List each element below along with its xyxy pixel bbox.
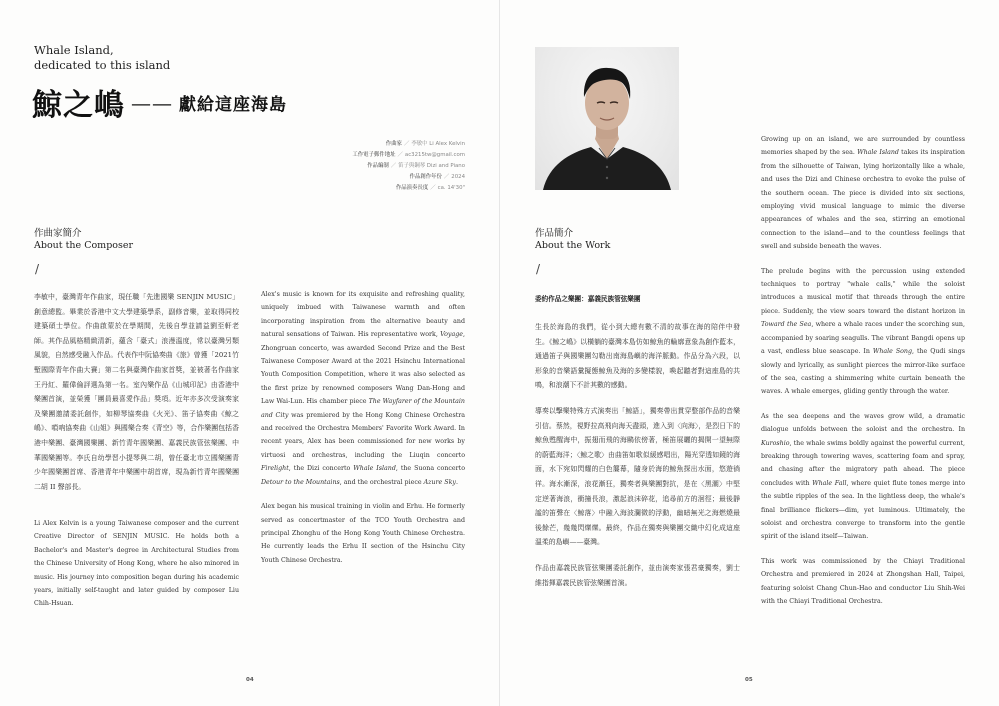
work-notes-en-paragraph-1 (761, 133, 965, 254)
text-run: Alex's music is known for its exquisite and refreshing quality, uniquely imbued with Taiwanese warmth and often incorporating inspiration from the alternative beauty and natural sensations of Taiwan. His representative work, (261, 291, 465, 339)
work-heading-zh: 作品簡介 (535, 228, 574, 239)
work-notes-zh-paragraph-2: 導奏以擊樂特殊方式演奏出「鯨語」，獨奏帶出貫穿整部作品的音樂引信。蔡然，視野拉高飛向海天盡頭，進入到〈向海〉，是烈日下的鯨魚甦醒海中，振翅而飛的海鷗依傍著，極笛展曬的揭開一望無際的蔚藍海洋；〈鯨之歌〉由曲笛如歌似緩感唱出，陽光穿透如鏡的海面，水下宛如閃耀的白色簾幕，隨身於海的鯨魚探出水面，悠遊徜徉。海水漸深，浪花漸狂，獨奏者與樂團對抗，是在〈黑潮〉中堅定逆著海浪，衝撞長浪，激起浪沫碎花，追尋前方的洄徑；最後靜謐的笛聲在〈鯨落〉中融入海波瀾微的浮動，幽暗無光之海燃燒最後餘芒，幾幾閃爍爍。最終，作品在獨奏與樂團交織中幻化成這座溫柔的島嶼——臺灣。 (535, 406, 740, 547)
section-title: Toward the Sea (761, 321, 812, 329)
meta-value: 2024 (451, 174, 465, 180)
meta-sep: ／ (430, 185, 436, 191)
page-number-right: 05 (745, 677, 753, 683)
section-title: Whale Song (872, 348, 913, 356)
title-chinese (32, 80, 287, 124)
meta-key: 作品演奏長度 (395, 185, 429, 191)
meta-key: 工作電子郵件地址 (352, 152, 396, 158)
work-notes-zh-paragraph-3: 作品由嘉義民族管弦樂團委託創作，並由演奏家張君豪獨奏，劉士維指揮嘉義民族管弦樂團首演。 (535, 563, 740, 587)
text-run: , the Dizi concerto (288, 465, 354, 473)
work-notes-zh (535, 320, 740, 601)
text-run: , the Suona concerto (395, 465, 465, 473)
text-run: As the sea deepens and the waves grow wild, a dramatic dialogue unfolds between the soloist and the orchestra. In (761, 412, 965, 434)
work-title: Whale Island (857, 149, 899, 157)
composer-slash-mark: / (35, 262, 40, 276)
title-english (34, 43, 170, 73)
composer-bio-en-col2 (261, 288, 465, 578)
meta-row-duration (300, 183, 465, 194)
composer-bio-en-paragraph-2 (261, 288, 465, 489)
meta-sep: ／ (397, 152, 403, 158)
meta-row-year (300, 172, 465, 183)
section-title: Whale Fall (812, 479, 847, 487)
work-title: Whale Island (353, 465, 396, 473)
meta-value: ac3215tw@gmail.com (404, 152, 465, 158)
text-run: , where a whale races under the scorching sun, accompanied by soaring seagulls. The vibrant Bangdi opens up a vast, endless blue seascape. In (761, 321, 965, 356)
title-english-line2: dedicated to this island (34, 58, 171, 72)
text-run: , where quiet flute tones merge into the subtle ripples of the sea. In the lightless deep, the whale's final brilliance flickers—dim, yet luminous. Ultimately, the soloist and orchestra converge to transform into the gentle spirit of the island itself—Taiwan. (761, 479, 966, 541)
commissioning-orchestra: 委約作品之樂團：嘉義民族管弦樂團 (535, 295, 641, 303)
meta-value: ca. 14'30" (437, 185, 465, 191)
composer-bio-zh (34, 290, 239, 505)
text-run: . (455, 478, 458, 486)
left-page (0, 0, 499, 706)
page-number-left: 04 (246, 677, 254, 683)
work-title: Azure Sky (423, 478, 456, 486)
meta-sep: ／ (390, 163, 397, 169)
meta-sep: ／ (443, 174, 450, 180)
work-notes-en-paragraph-2 (761, 265, 965, 399)
text-run: , and the orchestral piece (339, 478, 424, 486)
text-run: , the whale swims boldly against the powerful current, breaking through towering waves, scattering foam and spray, and chasing after the migratory path ahead. The piece concludes with (761, 439, 965, 487)
work-notes-zh-paragraph-1: 生長於海島的我們，從小到大總有數不清的故事在海的陪伴中發生。《鯨之嶋》以橫躺的臺灣本島仿如鯨魚的輪廓意象為創作藍本，通過笛子與國樂團勾勒出南海島嶼的海洋脈動。作品分為六段，以形象的音樂語彙擬態鯨魚及海的多變樣貌，喚起聽者對這座島的共鳴，和浪潮下不計其數的感動。 (535, 323, 740, 390)
composer-heading-en: About the Composer (34, 240, 134, 251)
composer-bio-en-col1 (34, 517, 239, 622)
text-run: , the Qudi sings slowly and lyrically, as sunlight pierces the mirror-like surface of the sea, casting a shimmering white curtain beneath the waves. A whale emerges, gliding gently through the water. (761, 348, 965, 396)
work-notes-en-paragraph-3 (761, 410, 965, 544)
text-run: , Zhongruan concerto, was awarded Second Prize and the Best Taiwanese Composer Award at the 2021 Hsinchu International Youth Composition Competition, where it was also selected as the first prize by renowned composers Wang Dan-Hong and Law Wai-Lun. His chamber piece (261, 331, 465, 406)
text-run: takes its inspiration from the silhouette of Taiwan, lying horizontally like a whale, and uses the Dizi and Chinese orchestra to evoke the pulse of the southern ocean. The piece is divided into six sections, employing vivid musical language to mimic the diverse appearances of whales and the sea, stirring an emotional connection to the island—and to the countless feelings that swell and subside beneath the waves. (761, 149, 965, 251)
title-dash: —— (131, 91, 173, 115)
composer-heading-zh: 作曲家簡介 (34, 228, 82, 239)
composer-bio-en-paragraph-1: Li Alex Kelvin is a young Taiwanese composer and the current Creative Director of SENJIN MUSIC. He holds both a Bachelor's and Master's degree in Architectural Studies from the Chinese University of Hong Kong, where he also minored in music. His journey into composition began during his academic years, initially self-taught and later guided by composer Liu Chih-Hsuan. (34, 520, 239, 608)
work-title: The Wayfarer of the Mountain and City (261, 398, 465, 419)
text-run: The prelude begins with the percussion using extended techniques to portray "whale calls," while the soloist introduces a musical motif that threads through the entire piece. Suddenly, the view soars toward the distant horizon in (761, 267, 965, 315)
meta-row-composer (300, 139, 465, 150)
work-heading (535, 228, 610, 252)
composer-heading (34, 228, 133, 252)
work-title: Detour to the Mountains (261, 478, 340, 486)
composer-bio-en-paragraph-3: Alex began his musical training in violin and Erhu. He formerly served as concertmaster of the TCO Youth Orchestra and principal Zhonghu of the Hong Kong Youth Chinese Orchestra. He currently leads the Erhu II section of the Hsinchu City Youth Chinese Orchestra. (261, 503, 465, 564)
work-title: Voyage (440, 331, 463, 339)
meta-key: 作曲家 (385, 141, 402, 147)
section-title: Kuroshio (761, 439, 790, 447)
meta-row-instrumentation (300, 161, 465, 172)
work-metadata (300, 139, 465, 194)
title-chinese-main: 鯨之嶋 (32, 88, 125, 123)
meta-sep: ／ (403, 141, 410, 147)
composer-bio-zh-paragraph: 李敏中，臺灣青年作曲家，現任職「先進國樂 SENJIN MUSIC」創意總監。畢業於香港中文大學建築學系，副修音樂，並取得同校建築碩士學位。作曲啟蒙於在學期間，先後自學並請益劉至軒老師。其作品風格精緻清新，蘊含「臺式」浪漫溫度，常以臺灣另類風貌，自然感受融入作品。代表作中阮協奏曲《旅》曾獲「2021竹塹國際青年作曲大賽」第二名與臺灣作曲家首獎，並被著名作曲家王丹紅、羅偉倫評選為第一名。室內樂作品《山城印記》由香港中樂團首演，並榮獲「團員最喜愛作品」獎項。近年亦多次受演奏家及樂團邀請委託創作，如柳琴協奏曲《火光》、笛子協奏曲《鯨之嶋》、嗩吶協奏曲《山姐》與國樂合奏《青空》等，合作樂團包括香港中樂團、臺灣國樂團、新竹青年國樂團、嘉義民族管弦樂團、中華國樂團等。李氏自幼學習小提琴與二胡，曾任臺北市立國樂團青少年國樂團首席、香港青年中樂團中胡首席，現為新竹青年國樂團二胡 II 聲部長。 (34, 293, 239, 491)
work-notes-en (761, 133, 965, 619)
composer-portrait-photo (535, 47, 679, 190)
meta-value: 笛子與鋼琴 Dizi and Piano (398, 163, 465, 169)
meta-key: 作品創作年份 (409, 174, 442, 180)
work-notes-en-paragraph-4: This work was commissioned by the Chiayi Traditional Orchestra and premiered in 2024 at Zhongshan Hall, Taipei, featuring soloist Chang Chun-Hao and conductor Liu Shih-Wei with the Chiayi Traditional Orchestra. (761, 557, 965, 605)
work-slash-mark: / (536, 262, 541, 276)
title-chinese-subtitle: 獻給這座海島 (179, 95, 287, 115)
meta-value: 李敏中 Li Alex Kelvin (411, 141, 465, 147)
work-title: Firelight (261, 465, 289, 473)
portrait-illustration (535, 47, 679, 190)
meta-row-email (300, 150, 465, 161)
title-english-line1: Whale Island, (34, 43, 114, 57)
work-heading-en: About the Work (535, 240, 611, 251)
text-run: Growing up on an island, we are surrounded by countless memories shaped by the sea. (761, 136, 965, 157)
meta-key: 作品編制 (367, 163, 389, 169)
text-run: was premiered by the Hong Kong Chinese Orchestra and received the Orchestra Members' Favorite Work Award. In recent years, Alex has been commissioned for new works by virtuosi and orchestras, including the Liuqin concerto (261, 411, 466, 459)
